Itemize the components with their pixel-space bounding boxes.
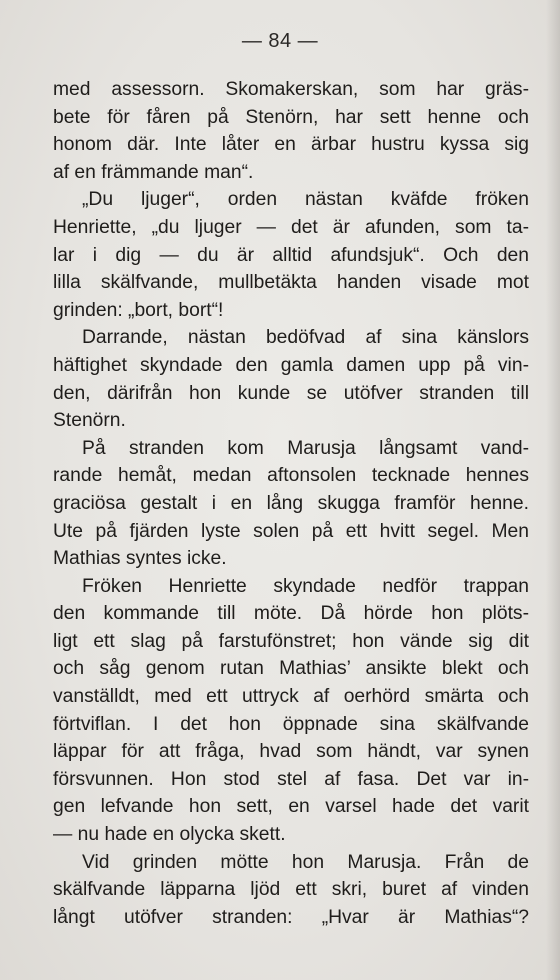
text-line: skälfvande läpparna ljöd ett skri, buret af vinden (53, 879, 529, 901)
text-line: lar i dig — du är alltid afundsjuk“. Och den (53, 244, 529, 266)
text-line: rande hemåt, medan aftonsolen tecknade hennes (53, 465, 529, 487)
body-text (53, 76, 529, 931)
text-line: Stenörn. (53, 410, 126, 432)
text-line: den, därifrån hon kunde se utöfver stranden till (53, 382, 529, 404)
text-line: vanställdt, med ett uttryck af oerhörd smärta och (53, 686, 529, 708)
text-line: med assessorn. Skomakerskan, som har gräs- (53, 79, 529, 100)
text-line: Henriette, „du ljuger — det är afunden, som ta- (53, 216, 529, 238)
text-line: — nu hade en olycka skett. (53, 824, 286, 846)
text-line: Darrande, nästan bedöfvad af sina känslors (82, 327, 529, 349)
page-number: — 84 — (241, 30, 319, 52)
text-line: ligt ett slag på farstufönstret; hon vände sig dit (53, 630, 529, 652)
text-line: läppar för att fråga, hvad som händt, var synen (53, 741, 529, 763)
text-line: „Du ljuger“, orden nästan kväfde fröken (82, 189, 529, 211)
text-line: grinden: „bort, bort“! (53, 299, 224, 321)
text-line: förtviflan. I det hon öppnade sina skälfvande (53, 713, 529, 735)
text-line: Ute på fjärden lyste solen på ett hvitt segel. Men (53, 520, 529, 542)
text-line: Vid grinden mötte hon Marusja. Från de (82, 851, 529, 873)
text-line: bete för fåren på Stenörn, har sett henne och (53, 106, 529, 128)
text-line: och såg genom rutan Mathias’ ansikte blekt och (53, 658, 529, 680)
text-line: af en främmande man“. (53, 161, 254, 183)
text-line: På stranden kom Marusja långsamt vand- (82, 437, 529, 459)
text-line: den kommande till möte. Då hörde hon plöts- (53, 603, 529, 625)
text-line: lilla skälfvande, mullbetäkta handen visade mot (53, 272, 529, 294)
text-line: Mathias syntes icke. (53, 548, 227, 570)
text-line: graciösa gestalt i en lång skugga framför henne. (53, 492, 529, 514)
text-line: försvunnen. Hon stod stel af fasa. Det var in- (53, 768, 529, 790)
page-edge-shadow (546, 0, 560, 980)
text-line: honom där. Inte låter en ärbar hustru kyssa sig (53, 134, 529, 156)
text-line: långt utöfver stranden: „Hvar är Mathias“? (53, 906, 529, 928)
text-line: gen lefvande hon sett, en varsel hade det varit (53, 796, 529, 818)
text-line: Fröken Henriette skyndade nedför trappan (82, 575, 529, 597)
text-line: häftighet skyndade den gamla damen upp på vin- (53, 354, 529, 376)
